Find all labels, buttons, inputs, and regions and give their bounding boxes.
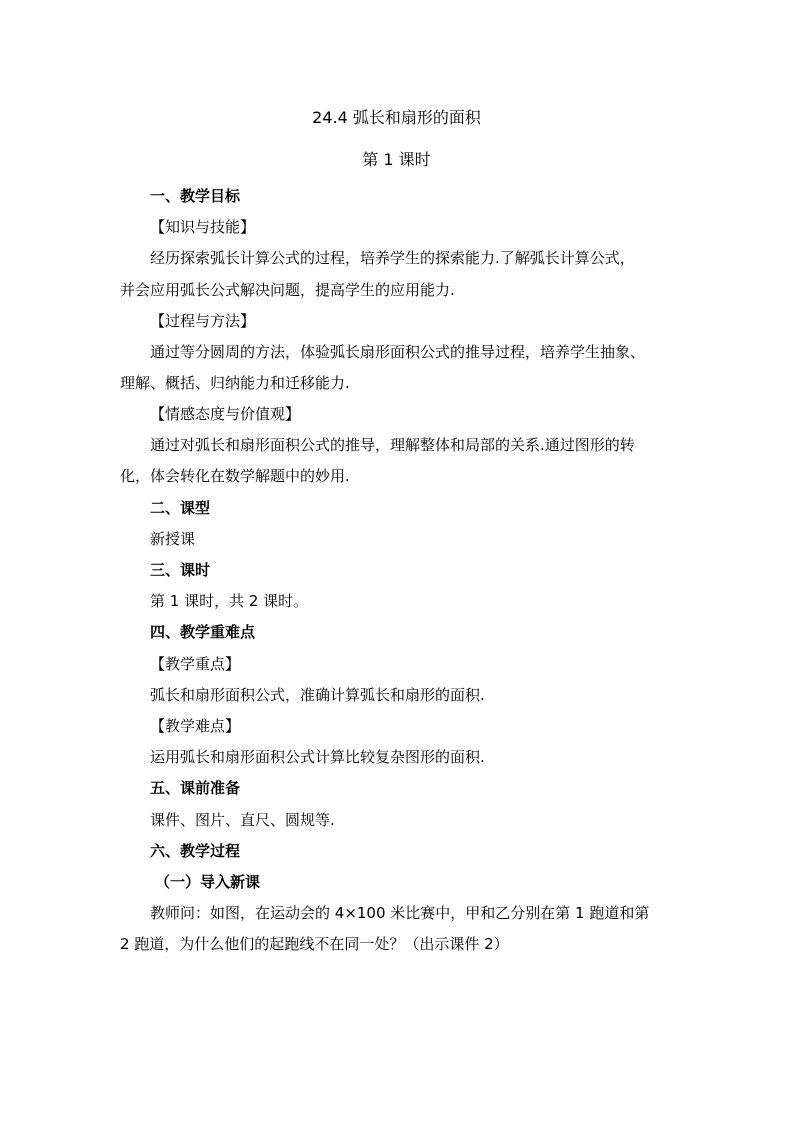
text-focus: 弧长和扇形面积公式，准确计算弧长和扇形的面积.	[150, 686, 485, 704]
subheading-introduction: （一）导入新课	[155, 873, 261, 891]
heading-preparation: 五、课前准备	[150, 779, 241, 797]
text-lesson-type: 新授课	[150, 530, 196, 548]
heading-teaching-process: 六、教学过程	[150, 842, 241, 860]
paragraph-introduction-line2: 2 跑道，为什么他们的起跑线不在同一处？（出示课件 2）	[120, 935, 509, 953]
label-focus: 【教学重点】	[150, 655, 241, 673]
label-difficulty: 【教学难点】	[150, 717, 241, 735]
text-preparation: 课件、图片、直尺、圆规等.	[150, 811, 335, 829]
label-emotion-values: 【情感态度与价值观】	[150, 405, 301, 423]
paragraph-process-line1: 通过等分圆周的方法，体验弧长扇形面积公式的推导过程，培养学生抽象、	[150, 343, 646, 361]
heading-key-points: 四、教学重难点	[150, 623, 256, 641]
heading-lesson-type: 二、课型	[150, 499, 211, 517]
paragraph-process-line2: 理解、概括、归纳能力和迁移能力.	[120, 374, 350, 392]
paragraph-knowledge-line2: 并会应用弧长公式解决问题，提高学生的应用能力.	[120, 281, 455, 299]
paragraph-introduction-line1: 教师问：如图，在运动会的 4×100 米比赛中，甲和乙分别在第 1 跑道和第	[150, 904, 650, 922]
text-periods: 第 1 课时，共 2 课时。	[150, 592, 309, 610]
label-process-methods: 【过程与方法】	[150, 312, 256, 330]
label-knowledge-skills: 【知识与技能】	[150, 218, 256, 236]
text-difficulty: 运用弧长和扇形面积公式计算比较复杂图形的面积.	[150, 748, 485, 766]
paragraph-knowledge-line1: 经历探索弧长计算公式的过程，培养学生的探索能力.了解弧长计算公式，	[150, 249, 635, 267]
heading-periods: 三、课时	[150, 561, 211, 579]
heading-objectives: 一、教学目标	[150, 187, 241, 205]
document-title: 24.4 弧长和扇形的面积	[312, 108, 481, 127]
paragraph-emotion-line2: 化，体会转化在数学解题中的妙用.	[120, 467, 350, 485]
document-subtitle: 第 1 课时	[362, 150, 431, 169]
paragraph-emotion-line1: 通过对弧长和扇形面积公式的推导，理解整体和局部的关系.通过图形的转	[150, 436, 635, 454]
